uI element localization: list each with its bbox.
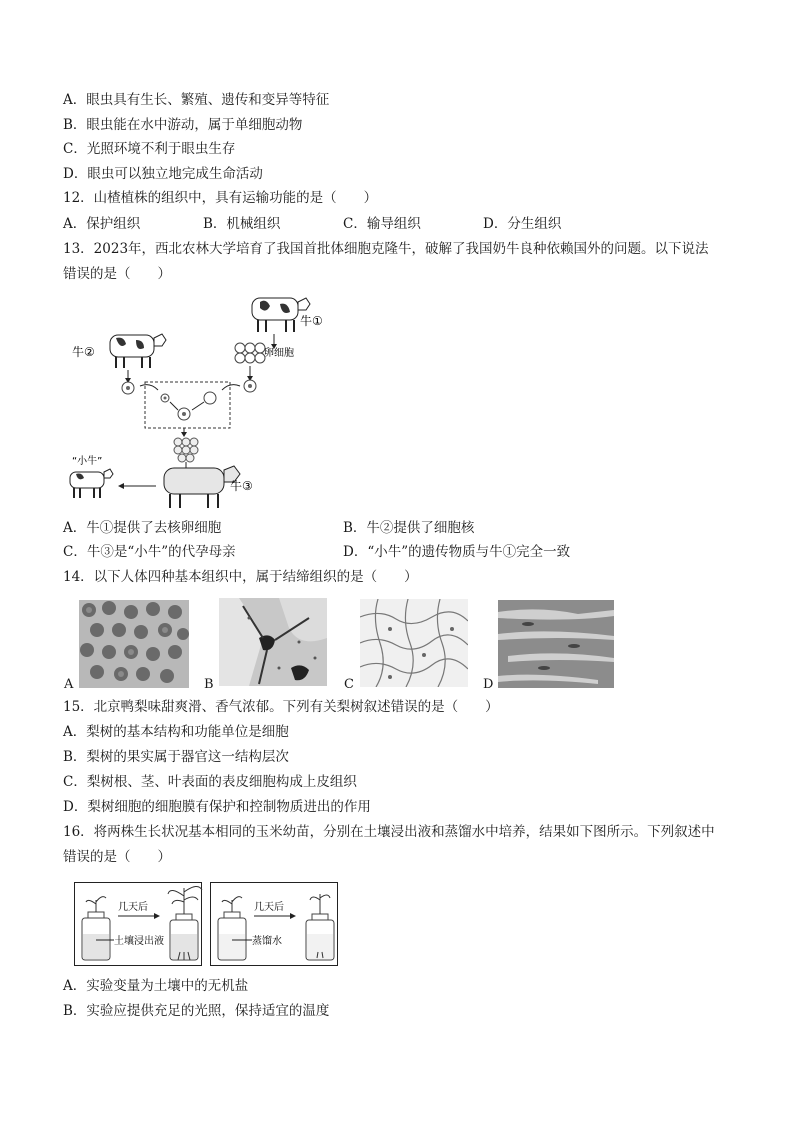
- q12-option-c: C．输导组织: [343, 216, 421, 232]
- egg-cell-label: 卵细胞: [264, 348, 294, 359]
- q11-option-d: D．眼虫可以独立地完成生命活动: [63, 166, 263, 182]
- days-later-label-2: 几天后: [254, 902, 284, 913]
- tissue-label-b: B: [204, 677, 214, 692]
- tissue-image-b: [219, 598, 327, 686]
- cloning-diagram: [60, 290, 350, 510]
- tissue-image-a: [79, 600, 189, 688]
- q12-option-d: D．分生组织: [483, 216, 562, 232]
- q16-stem-line1: 16．将两株生长状况基本相同的玉米幼苗，分别在土壤浸出液和蒸馏水中培养，结果如下图所示。下列叙述中: [63, 824, 715, 840]
- tissue-label-d: D: [483, 677, 494, 692]
- cow-3-illustration: [164, 466, 240, 508]
- q16-stem-line2: 错误的是（ ）: [63, 849, 171, 865]
- embryo-icon: [174, 438, 198, 462]
- q13-option-d: D．“小牛”的遗传物质与牛①完全一致: [343, 544, 571, 560]
- q15-option-a: A．梨树的基本结构和功能单位是细胞: [63, 724, 289, 740]
- cow-3-label: 牛③: [230, 479, 253, 493]
- tissue-image-d: [498, 600, 614, 688]
- soil-extract-label: 土壤浸出液: [114, 936, 164, 947]
- q13-option-b: B．牛②提供了细胞核: [343, 520, 475, 536]
- days-later-label-1: 几天后: [118, 902, 148, 913]
- corn-seedling-experiment: [74, 882, 338, 966]
- calf-illustration: [70, 469, 113, 498]
- cow-2-label: 牛②: [72, 345, 95, 359]
- q11-option-c: C．光照环境不利于眼虫生存: [63, 141, 236, 157]
- tissue-image-c: [360, 599, 468, 687]
- q13-stem-line1: 13．2023年，西北农林大学培育了我国首批体细胞克隆牛，破解了我国奶牛良种依赖国外的问题。以下说法: [63, 241, 709, 257]
- tissue-label-c: C: [344, 677, 354, 692]
- q16-option-b: B．实验应提供充足的光照，保持适宜的温度: [63, 1003, 330, 1019]
- q15-option-d: D．梨树细胞的细胞膜有保护和控制物质进出的作用: [63, 799, 371, 815]
- q12-option-a: A．保护组织: [63, 216, 141, 232]
- q14-stem: 14．以下人体四种基本组织中，属于结缔组织的是（ ）: [63, 569, 418, 585]
- q16-option-a: A．实验变量为土壤中的无机盐: [63, 978, 249, 994]
- tissue-label-a: A: [64, 677, 74, 692]
- q12-stem: 12．山楂植株的组织中，具有运输功能的是（ ）: [63, 190, 378, 206]
- distilled-water-label: 蒸馏水: [252, 936, 282, 947]
- q13-option-c: C．牛③是“小牛”的代孕母亲: [63, 544, 236, 560]
- q12-option-b: B．机械组织: [203, 216, 281, 232]
- q13-stem-line2: 错误的是（ ）: [63, 266, 171, 282]
- q15-stem: 15．北京鸭梨味甜爽滑、香气浓郁。下列有关梨树叙述错误的是（ ）: [63, 699, 499, 715]
- q11-option-b: B．眼虫能在水中游动，属于单细胞动物: [63, 117, 303, 133]
- cow-1-label: 牛①: [300, 314, 323, 328]
- q15-option-c: C．梨树根、茎、叶表面的表皮细胞构成上皮组织: [63, 774, 357, 790]
- cow-2-illustration: [110, 334, 166, 368]
- q15-option-b: B．梨树的果实属于器官这一结构层次: [63, 749, 289, 765]
- egg-cells-icon: [235, 343, 265, 363]
- q11-option-a: A．眼虫具有生长、繁殖、遗传和变异等特征: [63, 92, 330, 108]
- q13-option-a: A．牛①提供了去核卵细胞: [63, 520, 222, 536]
- calf-label: “小牛”: [72, 456, 103, 467]
